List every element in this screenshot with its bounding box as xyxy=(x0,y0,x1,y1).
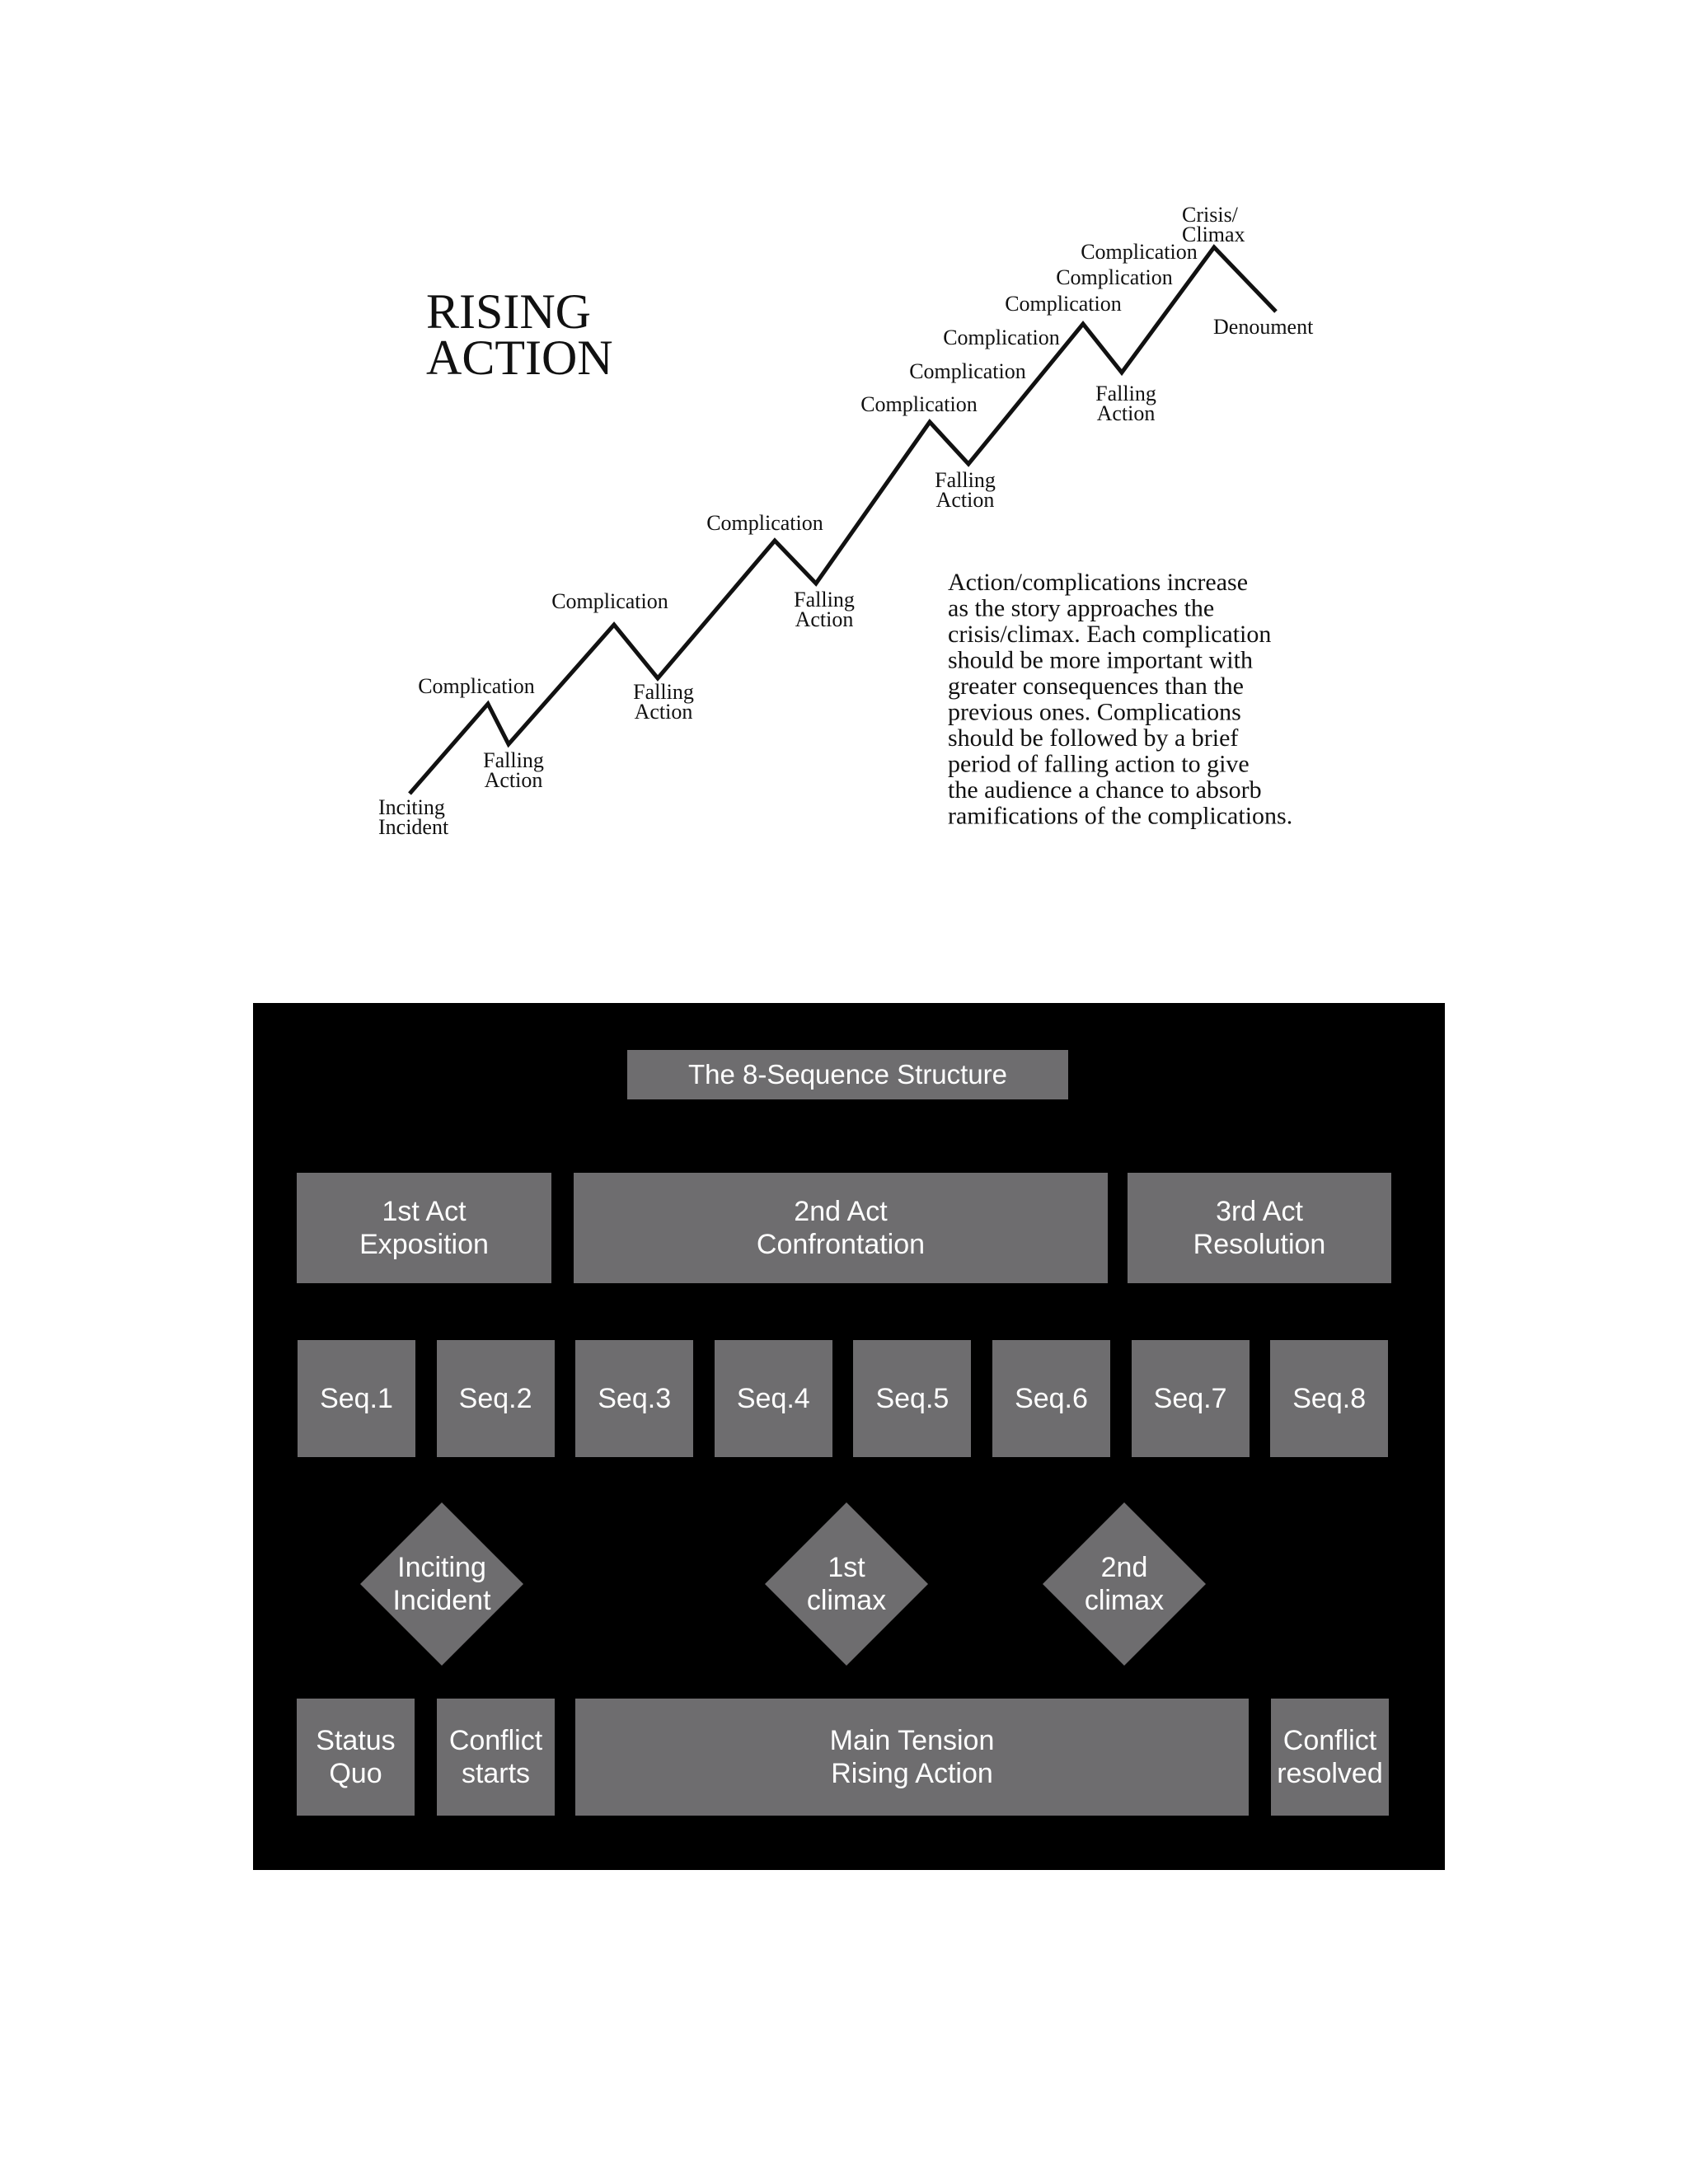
act-3-box: 3rd Act Resolution xyxy=(1128,1173,1391,1283)
diamond-1st-climax xyxy=(756,1493,937,1675)
label-complication-7: Complication xyxy=(1005,292,1122,316)
label-complication-6: Complication xyxy=(943,326,1060,349)
label-complication-3: Complication xyxy=(706,511,823,535)
label-falling-action-2: Falling Action xyxy=(633,680,694,724)
explanation-paragraph: Action/complications increase as the story approaches the crisis/climax. Each complication should be more important with greater consequences than the previous ones. Complications should be followed by a brief period of falling action to give the audience a chance to absorb ramifications of the complications. xyxy=(948,569,1293,830)
diamond-2nd-climax xyxy=(1034,1493,1215,1675)
phase-conflict-starts: Conflict starts xyxy=(437,1699,555,1816)
sequence-box-2: Seq.2 xyxy=(437,1340,555,1457)
phase-conflict-resolved: Conflict resolved xyxy=(1271,1699,1389,1816)
label-complication-5: Complication xyxy=(909,359,1026,383)
diamond-inciting-incident xyxy=(351,1493,532,1675)
label-inciting-incident: Inciting Incident xyxy=(378,795,449,839)
label-crisis-climax: Crisis/ Climax xyxy=(1182,203,1245,246)
sequence-box-7: Seq.7 xyxy=(1132,1340,1250,1457)
act-1-box: 1st Act Exposition xyxy=(297,1173,551,1283)
label-complication-8: Complication xyxy=(1056,265,1173,289)
sequence-box-8: Seq.8 xyxy=(1270,1340,1388,1457)
sequence-box-4: Seq.4 xyxy=(715,1340,832,1457)
label-falling-action-4: Falling Action xyxy=(935,468,996,512)
structure-title: The 8-Sequence Structure xyxy=(627,1050,1068,1099)
act-2-box: 2nd Act Confrontation xyxy=(574,1173,1108,1283)
label-falling-action-1: Falling Action xyxy=(483,748,544,792)
label-complication-1: Complication xyxy=(418,674,535,698)
label-falling-action-5: Falling Action xyxy=(1095,382,1156,425)
rising-action-diagram xyxy=(0,0,1688,948)
rising-action-title: RISING ACTION xyxy=(426,284,613,385)
diamond-label: 1st climax xyxy=(806,1552,887,1616)
eight-sequence-panel xyxy=(253,1003,1445,1870)
phase-main-tension: Main Tension Rising Action xyxy=(575,1699,1249,1816)
sequence-box-6: Seq.6 xyxy=(992,1340,1110,1457)
label-denouement: Denoument xyxy=(1213,315,1314,339)
sequence-box-5: Seq.5 xyxy=(853,1340,971,1457)
sequence-box-1: Seq.1 xyxy=(298,1340,415,1457)
diamond-label: 2nd climax xyxy=(1084,1552,1165,1616)
label-complication-2: Complication xyxy=(551,589,668,613)
phase-status-quo: Status Quo xyxy=(297,1699,415,1816)
label-complication-4: Complication xyxy=(860,392,978,416)
sequence-box-3: Seq.3 xyxy=(575,1340,693,1457)
label-falling-action-3: Falling Action xyxy=(794,588,855,631)
label-complication-9: Complication xyxy=(1081,240,1198,264)
diamond-label: Inciting Incident xyxy=(392,1552,491,1616)
